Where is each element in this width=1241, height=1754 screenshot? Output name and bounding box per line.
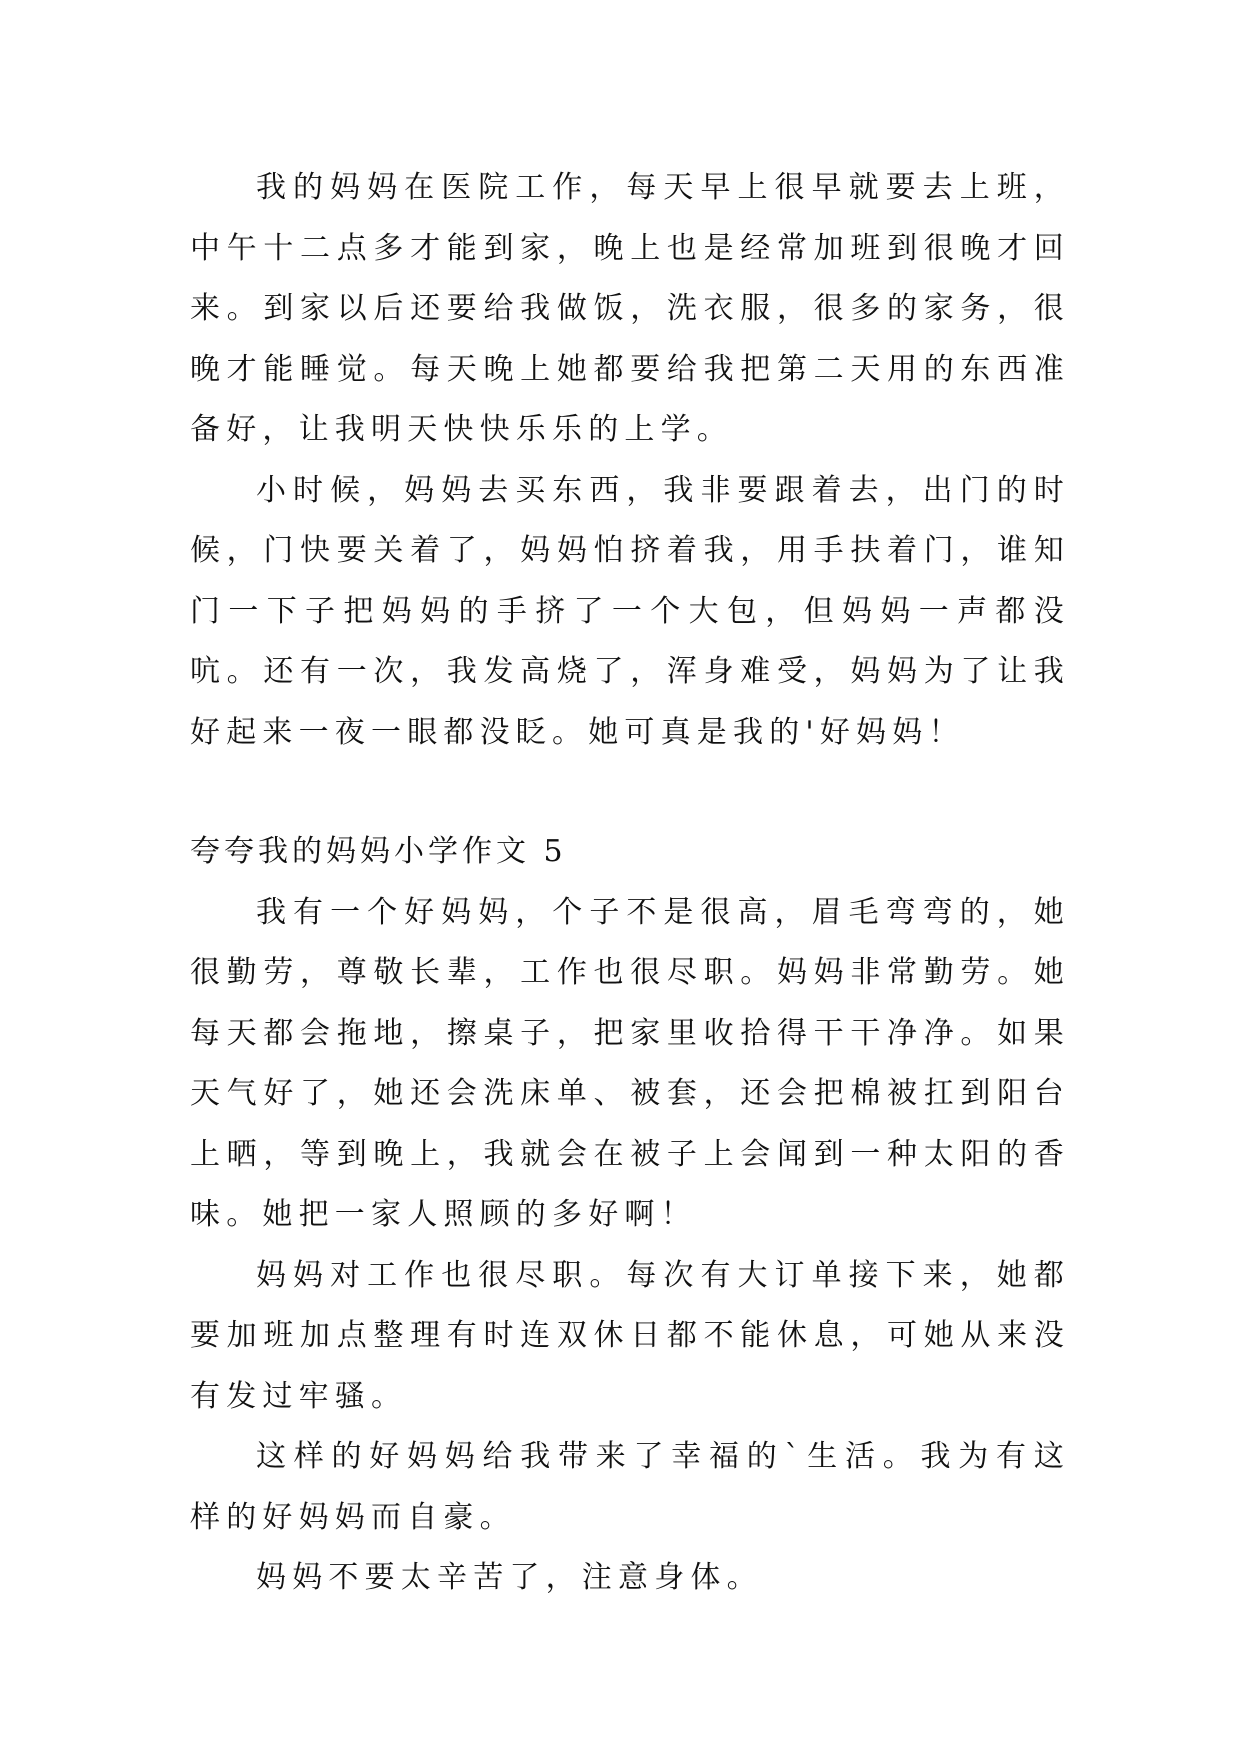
- paragraph-dedicated-at-work: 妈妈对工作也很尽职。每次有大订单接下来，她都要加班加点整理有时连双休日都不能休息，可她从来没有发过牢骚。: [190, 1257, 1070, 1414]
- paragraph-take-care: 妈妈不要太辛苦了，注意身体。: [256, 1560, 763, 1595]
- paragraph-happy-life: 这样的好妈妈给我带来了幸福的`生活。我为有这样的好妈妈而自豪。: [190, 1439, 1070, 1535]
- document-body: [190, 158, 1070, 1609]
- paragraph-hardworking-mother: 我有一个好妈妈，个子不是很高，眉毛弯弯的，她很勤劳，尊敬长辈，工作也很尽职。妈妈非常勤劳。她每天都会拖地，擦桌子，把家里收拾得干干净净。如果天气好了，她还会洗床单、被套，还会把棉被扛到阳台上晒，等到晚上，我就会在被子上会闻到一种太阳的香味。她把一家人照顾的多好啊！: [190, 894, 1070, 1232]
- essay-heading: 夸夸我的妈妈小学作文 5: [190, 834, 567, 869]
- paragraph-childhood-door-story: 小时候，妈妈去买东西，我非要跟着去，出门的时候，门快要关着了，妈妈怕挤着我，用手扶着门，谁知门一下子把妈妈的手挤了一个大包，但妈妈一声都没吭。还有一次，我发高烧了，浑身难受，妈妈为了让我好起来一夜一眼都没眨。她可真是我的'好妈妈！: [190, 472, 1070, 750]
- paragraph-mother-hospital-work: 我的妈妈在医院工作，每天早上很早就要去上班，中午十二点多才能到家，晚上也是经常加班到很晚才回来。到家以后还要给我做饭，洗衣服，很多的家务，很晚才能睡觉。每天晚上她都要给我把第二天用的东西准备好，让我明天快快乐乐的上学。: [190, 170, 1070, 447]
